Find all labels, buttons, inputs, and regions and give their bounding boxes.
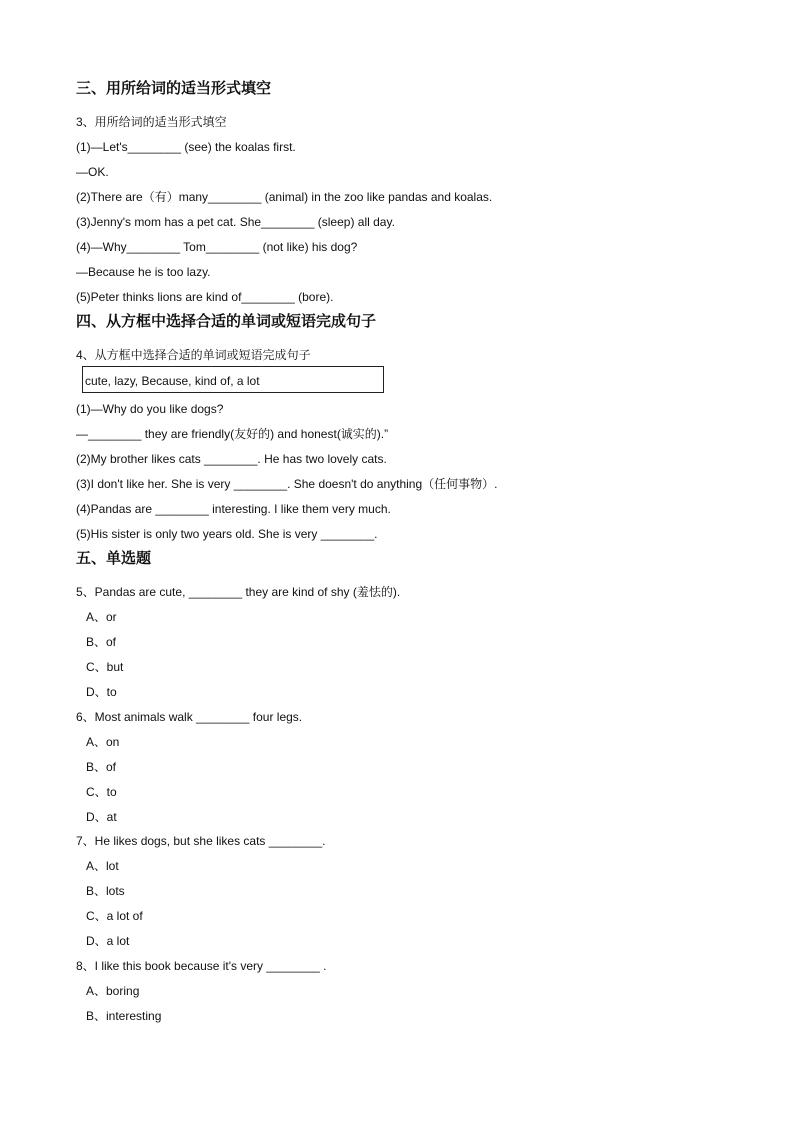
sentence-line: (2)My brother likes cats ________. He has two lovely cats. xyxy=(76,452,387,466)
sentence-line: —________ they are friendly(友好的) and honest(诚实的).” xyxy=(76,427,389,441)
question-title-3: 3、用所给词的适当形式填空 xyxy=(76,115,227,129)
answer-option: C、but xyxy=(86,660,124,674)
section-heading-5: 五、单选题 xyxy=(76,549,152,567)
sentence-line: (4)Pandas are ________ interesting. I like them very much. xyxy=(76,502,391,516)
fill-blank-line: (1)—Let's________ (see) the koalas first. xyxy=(76,140,296,154)
sentence-line: (5)His sister is only two years old. She is very ________. xyxy=(76,527,378,541)
section-heading-3: 三、用所给词的适当形式填空 xyxy=(76,79,272,97)
question-stem: 8、I like this book because it's very ________ . xyxy=(76,959,327,973)
answer-option: C、to xyxy=(86,785,117,799)
fill-blank-line: (2)There are（有）many________ (animal) in the zoo like pandas and koalas. xyxy=(76,190,493,204)
answer-option: D、to xyxy=(86,685,117,699)
answer-option: A、on xyxy=(86,735,120,749)
sentence-line: (1)—Why do you like dogs? xyxy=(76,402,224,416)
answer-option: C、a lot of xyxy=(86,909,143,923)
question-stem: 6、Most animals walk ________ four legs. xyxy=(76,710,303,724)
fill-blank-line: —OK. xyxy=(76,165,109,179)
answer-option: D、at xyxy=(86,810,117,824)
word-box xyxy=(82,366,384,393)
question-stem: 5、Pandas are cute, ________ they are kind of shy (羞怯的). xyxy=(76,585,401,599)
section-heading-4: 四、从方框中选择合适的单词或短语完成句子 xyxy=(76,312,377,330)
answer-option: D、a lot xyxy=(86,934,130,948)
word-box-text: cute, lazy, Because, kind of, a lot xyxy=(85,374,260,388)
answer-option: A、lot xyxy=(86,859,119,873)
question-stem: 7、He likes dogs, but she likes cats ________. xyxy=(76,834,326,848)
answer-option: A、boring xyxy=(86,984,140,998)
fill-blank-line: (3)Jenny's mom has a pet cat. She________ (sleep) all day. xyxy=(76,215,395,229)
answer-option: B、of xyxy=(86,635,117,649)
fill-blank-line: (5)Peter thinks lions are kind of________ (bore). xyxy=(76,290,334,304)
question-title-4: 4、从方框中选择合适的单词或短语完成句子 xyxy=(76,348,311,362)
answer-option: B、interesting xyxy=(86,1009,162,1023)
fill-blank-line: (4)—Why________ Tom________ (not like) his dog? xyxy=(76,240,358,254)
sentence-line: (3)I don't like her. She is very ________. She doesn't do anything（任何事物）. xyxy=(76,477,498,491)
answer-option: B、lots xyxy=(86,884,125,898)
answer-option: B、of xyxy=(86,760,117,774)
fill-blank-line: —Because he is too lazy. xyxy=(76,265,211,279)
answer-option: A、or xyxy=(86,610,117,624)
